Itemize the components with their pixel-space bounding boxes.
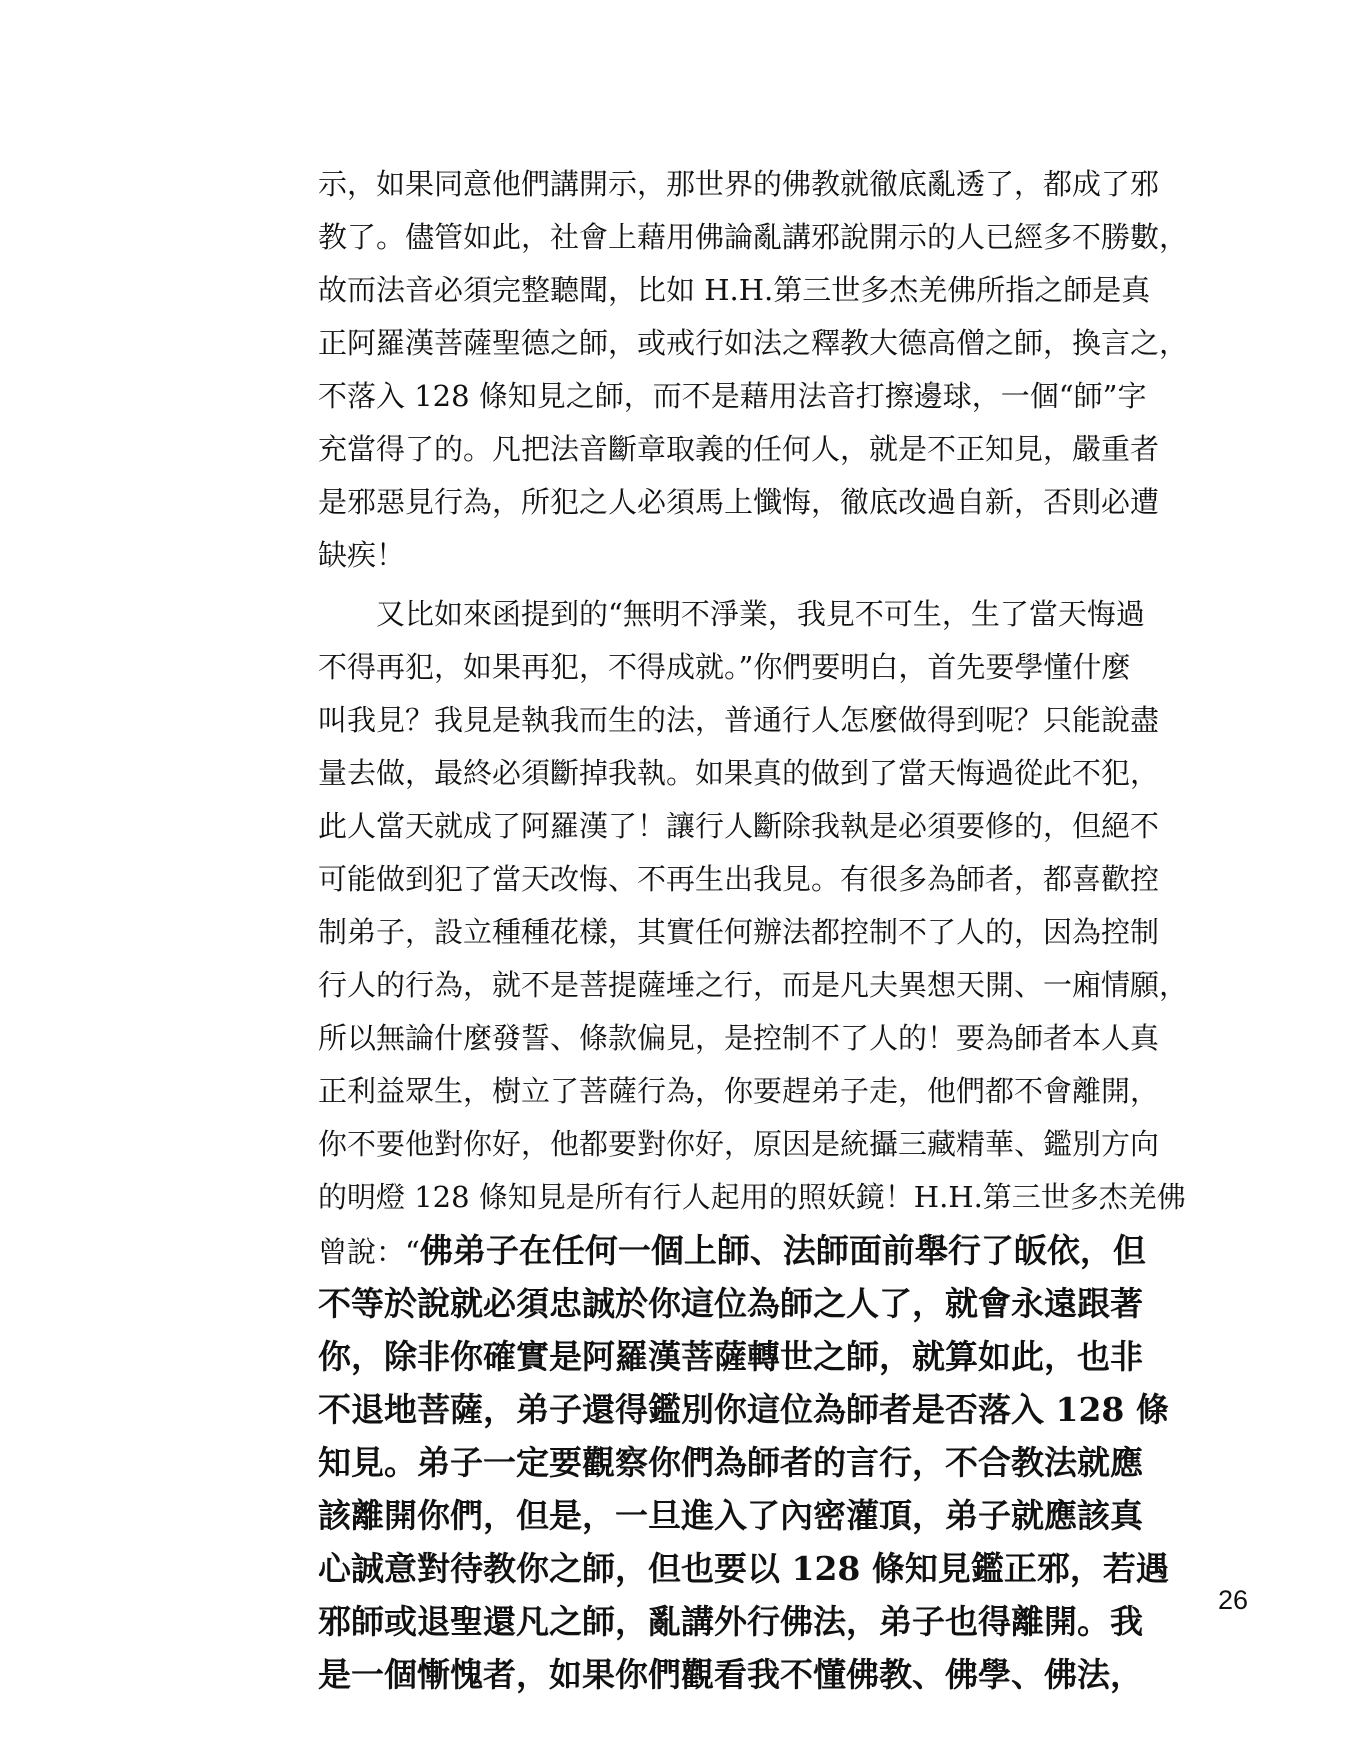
- text-line: 示，如果同意他們講開示，那世界的佛教就徹底亂透了，都成了邪: [318, 167, 1160, 201]
- text-line: 的明燈 128 條知見是所有行人起用的照妖鏡！H.H.第三世多杰羌佛: [318, 1180, 1186, 1214]
- text-line: 正利益眾生，樹立了菩薩行為，你要趕弟子走，他們都不會離開，: [318, 1074, 1160, 1108]
- text-line: 行人的行為，就不是菩提薩埵之行，而是凡夫異想天開、一廂情願，: [318, 968, 1189, 1002]
- text-line: 是邪惡見行為，所犯之人必須馬上懺悔，徹底改過自新，否則必遭: [318, 485, 1160, 519]
- quote-start-line: [318, 1224, 1238, 1277]
- text-line: 正阿羅漢菩薩聖德之師，或戒行如法之釋教大德高僧之師，換言之，: [318, 326, 1189, 360]
- quote-lead-text: 曾說：“: [318, 1235, 420, 1269]
- text-line: 教了。儘管如此，社會上藉用佛論亂講邪說開示的人已經多不勝數，: [318, 220, 1189, 254]
- quote-line: 邪師或退聖還凡之師，亂講外行佛法，弟子也得離開。我: [318, 1602, 1143, 1641]
- text-line: 量去做，最終必須斷掉我執。如果真的做到了當天悔過從此不犯，: [318, 756, 1160, 790]
- quote-line: 是一個慚愧者，如果你們觀看我不懂佛教、佛學、佛法，: [318, 1655, 1143, 1694]
- text-line: 又比如來函提到的“無明不淨業，我見不可生，生了當天悔過: [376, 597, 1145, 631]
- page-number: 26: [1217, 1585, 1248, 1615]
- body-text: [318, 158, 1238, 1701]
- text-line: 故而法音必須完整聽聞，比如 H.H.第三世多杰羌佛所指之師是真: [318, 273, 1151, 307]
- text-line: 充當得了的。凡把法音斷章取義的任何人，就是不正知見，嚴重者: [318, 432, 1160, 466]
- text-line: 此人當天就成了阿羅漢了！讓行人斷除我執是必須要修的，但絕不: [318, 809, 1160, 843]
- quote-line: 不等於說就必須忠誠於你這位為師之人了，就會永遠跟著: [318, 1284, 1143, 1323]
- quote-line: 該離開你們，但是，一旦進入了內密灌頂，弟子就應該真: [318, 1496, 1143, 1535]
- quote-bold-text: 佛弟子在任何一個上師、法師面前舉行了皈依，但: [419, 1231, 1146, 1270]
- text-line: 不落入 128 條知見之師，而不是藉用法音打擦邊球，一個“師”字: [318, 379, 1147, 413]
- quote-line: 知見。弟子一定要觀察你們為師者的言行，不合教法就應: [318, 1443, 1143, 1482]
- quote-line: 不退地菩薩，弟子還得鑑別你這位為師者是否落入 128 條: [318, 1390, 1169, 1429]
- text-line: 缺疾！: [318, 538, 406, 572]
- text-line: 可能做到犯了當天改悔、不再生出我見。有很多為師者，都喜歡控: [318, 862, 1160, 896]
- quote-line: 你，除非你確實是阿羅漢菩薩轉世之師，就算如此，也非: [318, 1337, 1143, 1376]
- text-line: 制弟子，設立種種花樣，其實任何辦法都控制不了人的，因為控制: [318, 915, 1160, 949]
- text-line: 所以無論什麼發誓、條款偏見，是控制不了人的！要為師者本人真: [318, 1021, 1160, 1055]
- quote-line: 心誠意對待教你之師，但也要以 128 條知見鑑正邪，若遇: [318, 1549, 1169, 1588]
- text-line: 你不要他對你好，他都要對你好，原因是統攝三藏精華、鑑別方向: [318, 1127, 1160, 1161]
- text-line: 不得再犯，如果再犯，不得成就。”你們要明白，首先要學懂什麼: [318, 650, 1131, 684]
- text-line: 叫我見？我見是執我而生的法，普通行人怎麼做得到呢？只能說盡: [318, 703, 1160, 737]
